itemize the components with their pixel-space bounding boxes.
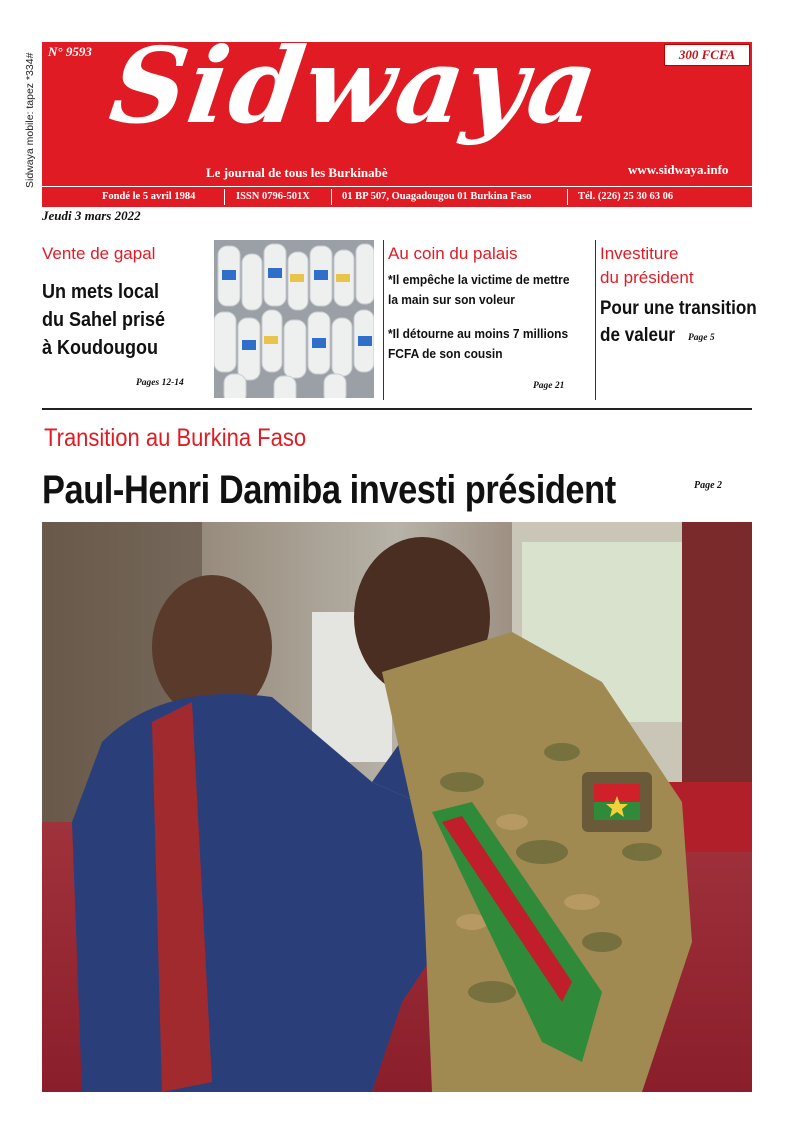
teaser-gapal-page: Pages 12-14: [136, 378, 184, 388]
teaser-gapal-category: Vente de gapal: [42, 244, 156, 263]
column-divider: [383, 240, 384, 400]
gapal-bottles-photo: [214, 240, 374, 398]
teaser-palais-item[interactable]: [388, 270, 569, 310]
headline-line: du Sahel prisé: [42, 309, 166, 331]
postal-address: 01 BP 507, Ouagadougou 01 Burkina Faso: [342, 191, 532, 202]
teaser-palais-item[interactable]: [388, 324, 568, 364]
issue-number: N° 9593: [48, 44, 92, 59]
newspaper-logo: Sidwaya: [103, 24, 607, 147]
headline-line: Pour une transition: [600, 298, 757, 319]
bullet-line: *Il empêche la victime de mettre: [388, 272, 570, 287]
section-divider: [42, 408, 752, 410]
teaser-gapal-headline[interactable]: [42, 278, 165, 362]
teaser-investiture-category: [600, 242, 694, 290]
side-promo-text: Sidwaya mobile: tapez *334#: [24, 52, 36, 188]
category-line: du président: [600, 268, 694, 287]
main-story-category: Transition au Burkina Faso: [44, 424, 307, 452]
main-story-page: Page 2: [694, 480, 723, 491]
divider: [224, 189, 225, 205]
category-line: Investiture: [600, 244, 679, 263]
tagline: Le journal de tous les Burkinabè: [206, 165, 388, 180]
main-photo: [42, 522, 752, 1092]
bullet-line: la main sur son voleur: [388, 292, 515, 307]
main-headline[interactable]: Paul-Henri Damiba investi président: [42, 468, 616, 512]
masthead-info-bar: [42, 186, 752, 207]
website-link[interactable]: www.sidwaya.info: [628, 162, 729, 177]
phone-number: Tél. (226) 25 30 63 06: [578, 191, 674, 202]
bullet-line: *Il détourne au moins 7 millions: [388, 326, 569, 341]
issn: ISSN 0796-501X: [236, 191, 310, 202]
teaser-investiture-page: Page 5: [688, 333, 715, 343]
publication-date: Jeudi 3 mars 2022: [42, 208, 141, 223]
headline-line: Un mets local: [42, 281, 160, 303]
teaser-palais-category: Au coin du palais: [388, 244, 518, 263]
column-divider: [595, 240, 596, 400]
divider: [567, 189, 568, 205]
teaser-investiture-headline[interactable]: [600, 295, 757, 349]
bullet-line: FCFA de son cousin: [388, 346, 503, 361]
teaser-palais-page: Page 21: [533, 381, 565, 391]
headline-line: à Koudougou: [42, 337, 158, 359]
divider: [331, 189, 332, 205]
headline-line: de valeur: [600, 325, 676, 346]
price-badge: 300 FCFA: [664, 44, 750, 66]
founded-date: Fondé le 5 avril 1984: [102, 191, 196, 202]
